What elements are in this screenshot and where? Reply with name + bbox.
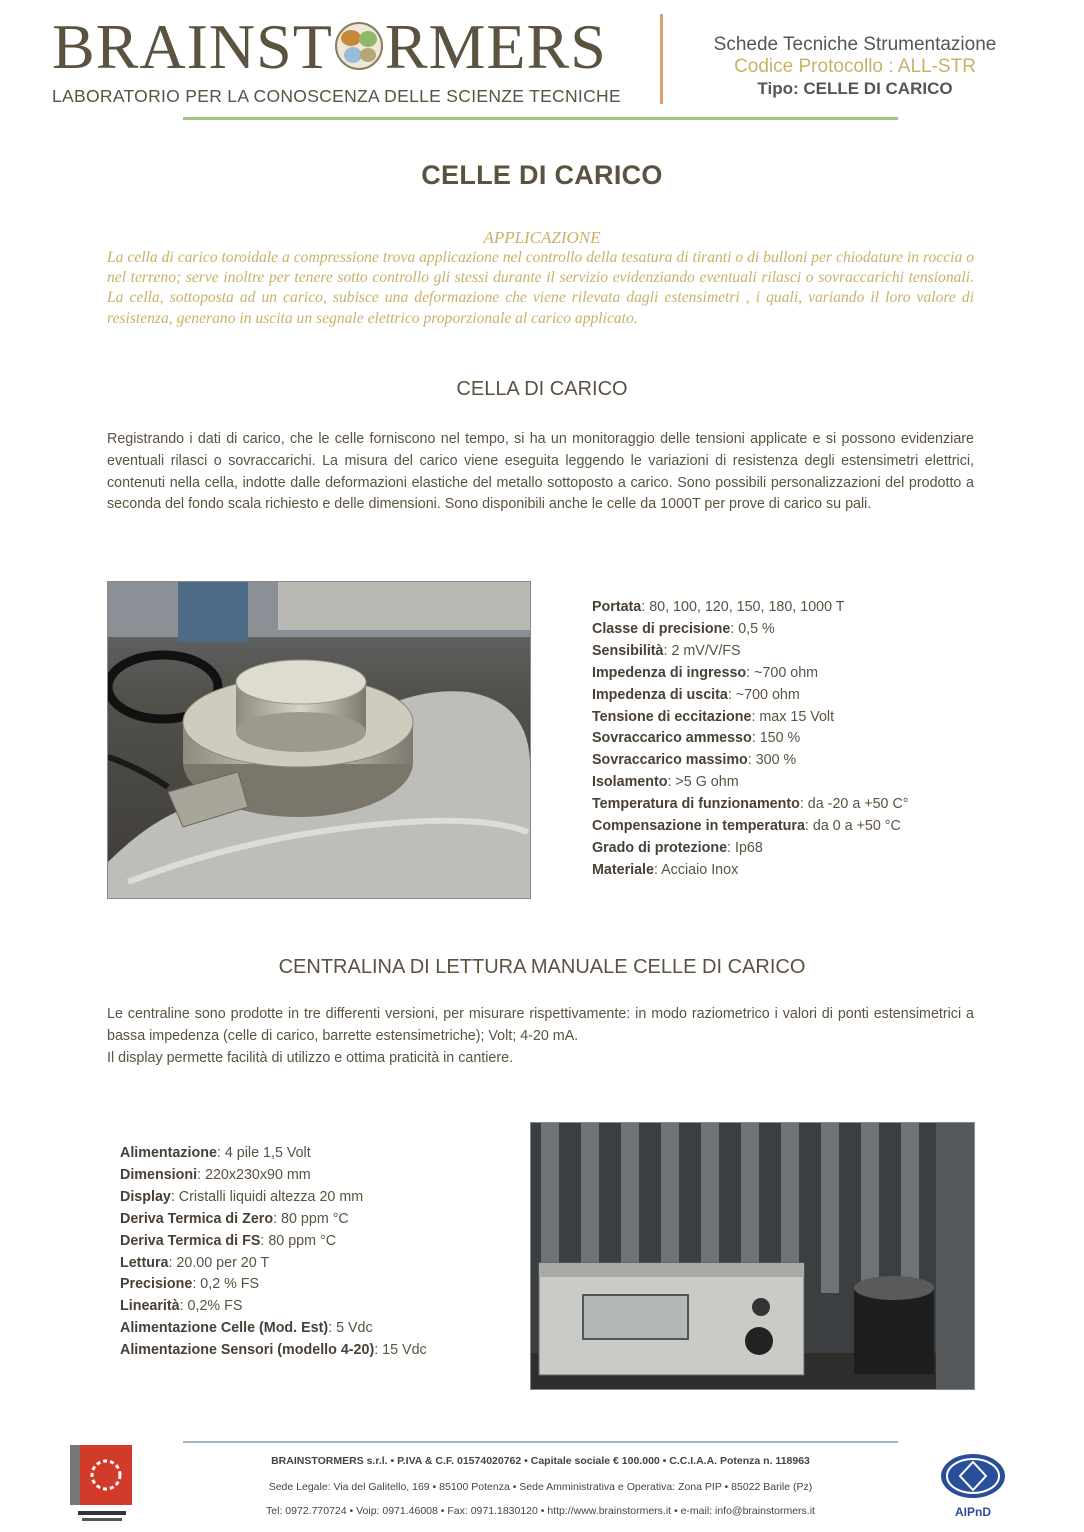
application-heading: APPLICAZIONE [483,228,601,247]
spec-value: : 0,2 % FS [192,1276,260,1293]
spec-label: Alimentazione Celle (Mod. Est) [120,1320,329,1337]
certification-logo [70,1445,132,1525]
spec-row [592,597,909,619]
spec-row [592,728,909,750]
header-divider [660,14,663,104]
spec-value: : 0,5 % [730,620,775,637]
spec-row [592,707,909,729]
spec-row [120,1340,427,1362]
spec-label: Deriva Termica di Zero [120,1210,274,1227]
spec-value: : 80, 100, 120, 150, 180, 1000 T [641,599,845,615]
spec-row [592,663,909,685]
spec-row [592,641,909,663]
page-title: CELLE DI CARICO [421,160,663,190]
spec-label: Portata [592,599,642,615]
footer-contacts: Tel: 0972.770724 • Voip: 0971.46008 • Fax: 0971.1830120 • http://www.brainstormers.it • e-mail: info@brainstormers.it [266,1505,815,1517]
spec-value: : 2 mV/V/FS [663,642,741,659]
spec-row [592,816,909,838]
spec-label: Sensibilità [592,642,664,659]
spec-value: : 80 ppm °C [273,1210,349,1227]
spec-row [592,860,909,882]
spec-label: Dimensioni [120,1166,198,1183]
spec-label: Impedenza di uscita [592,686,728,703]
spec-label: Tensione di eccitazione [592,708,752,725]
doc-type: Schede Tecniche Strumentazione [713,34,997,55]
spec-row [592,838,909,860]
header-info [670,34,1040,100]
spec-label: Alimentazione [120,1145,217,1161]
brand-globe-icon [333,20,385,72]
centralina-text-2: Il display permette facilità di utilizzo e ottima praticità in cantiere. [107,1049,514,1066]
cella-text: Registrando i dati di carico, che le celle forniscono nel tempo, si ha un monitoraggio delle tensioni applicate e si possono evidenziare eventuali rilasci o sovraccarichi. La misura del carico viene eseguita leggendo le variazioni di resistenza degli estensimetri elettrici, contenuti nella cella, indotte dalle deformazioni elastiche del metallo sottoposto a carico. Sono possibili personalizzazioni del prodotto a seconda del fondo scala richiesto e delle dimensioni. Sono disponibili anche le celle da 1000T per prove di carico su pali. [107,431,974,513]
footer-company: BRAINSTORMERS s.r.l. • P.IVA & C.F. 01574020762 • Capitale sociale € 100.000 • C.C.I.A.A. Potenza n. 118963 [271,1455,810,1467]
brand-logo [52,12,607,82]
spec-value: : 0,2% FS [179,1298,243,1315]
spec-value: : ~700 ohm [746,664,819,681]
spec-label: Sovraccarico ammesso [592,730,752,747]
spec-value: : max 15 Volt [751,708,835,725]
application-text: La cella di carico toroidale a compressione trova applicazione nel controllo della tesatura di tiranti o di bulloni per chiodature in roccia o nel terreno; serve inoltre per tenere sotto controllo gli stessi durante il servizio evidenziando eventuali rilasci o sovraccarichi tensionali. La cella, sottoposta ad un carico, subisce una deformazione che viene rilevata dagli estensimetri , i quali, variando il loro valore di resistenza, generano in uscita un segnale elettrico proporzionale al carico applicato. [107,249,974,327]
brand-text-left: BRAINST [52,11,333,82]
spec-value: : 15 Vdc [374,1342,427,1359]
spec-row [120,1318,427,1340]
footer-rule [183,1441,898,1443]
footer-address: Sede Legale: Via del Galitello, 169 • 85100 Potenza • Sede Amministrativa e Operativa: Zona PIP • 85022 Barile (Pz) [268,1481,813,1493]
reader-specs [120,1143,427,1362]
spec-row [592,794,909,816]
spec-label: Alimentazione Sensori (modello 4-20) [120,1342,375,1359]
spec-label: Temperatura di funzionamento [592,796,800,813]
spec-row [592,750,909,772]
spec-row [120,1274,427,1296]
centralina-text [107,1004,974,1069]
spec-row [120,1253,427,1275]
spec-row [592,619,909,641]
spec-value: : 80 ppm °C [260,1232,337,1249]
spec-value: : 300 % [747,752,797,769]
load-cell-photo [107,581,531,899]
spec-label: Lettura [120,1254,169,1271]
spec-label: Precisione [120,1276,193,1293]
brand-tagline: LABORATORIO PER LA CONOSCENZA DELLE SCIENZE TECNICHE [52,86,621,106]
spec-value: : ~700 ohm [727,686,800,703]
spec-row [120,1296,427,1318]
spec-value: : da -20 a +50 C° [799,796,909,813]
spec-row [592,772,909,794]
spec-value: : Cristalli liquidi altezza 20 mm [170,1188,364,1205]
reader-photo [530,1122,975,1390]
aipnd-logo [938,1452,1008,1518]
spec-label: Compensazione in temperatura [592,818,805,835]
spec-label: Sovraccarico massimo [592,752,748,769]
spec-value: : >5 G ohm [667,774,739,791]
spec-row [592,685,909,707]
spec-value: : da 0 a +50 °C [804,818,901,835]
spec-row [120,1143,427,1165]
load-cell-specs [592,597,909,882]
brand-text-right: RMERS [384,11,607,82]
spec-label: Classe di precisione [592,620,731,637]
spec-label: Grado di protezione [592,839,728,856]
centralina-heading: CENTRALINA DI LETTURA MANUALE CELLE DI CARICO [278,956,806,978]
spec-value: : Acciaio Inox [653,861,739,878]
spec-row [120,1187,427,1209]
spec-value: : 20.00 per 20 T [168,1254,270,1271]
spec-value: : 4 pile 1,5 Volt [216,1145,311,1161]
doc-tipo: Tipo: CELLE DI CARICO [757,79,953,98]
spec-value: : 220x230x90 mm [197,1166,311,1183]
header-rule [183,117,898,120]
spec-value: : 5 Vdc [328,1320,373,1337]
spec-label: Isolamento [592,774,668,791]
spec-label: Linearità [120,1298,180,1315]
spec-value: : 150 % [751,730,801,747]
spec-label: Impedenza di ingresso [592,664,747,681]
protocol-code: Codice Protocollo : ALL-STR [734,56,976,77]
spec-label: Deriva Termica di FS [120,1232,261,1249]
spec-value: : Ip68 [727,839,763,856]
spec-row [120,1165,427,1187]
centralina-text-1: Le centraline sono prodotte in tre differenti versioni, per misurare rispettivamente: in modo raziometrico i valori di ponti estensimetrici a bassa impedenza (celle di carico, barrette estensimetriche); Volt; 4-20 mA. [107,1006,974,1044]
cella-heading: CELLA DI CARICO [456,378,628,400]
aipnd-emblem-icon [938,1452,1008,1500]
spec-label: Materiale [592,861,654,878]
spec-row [120,1209,427,1231]
aipnd-label: AIPnD [955,1505,991,1519]
spec-row [120,1231,427,1253]
spec-label: Display [120,1188,171,1205]
